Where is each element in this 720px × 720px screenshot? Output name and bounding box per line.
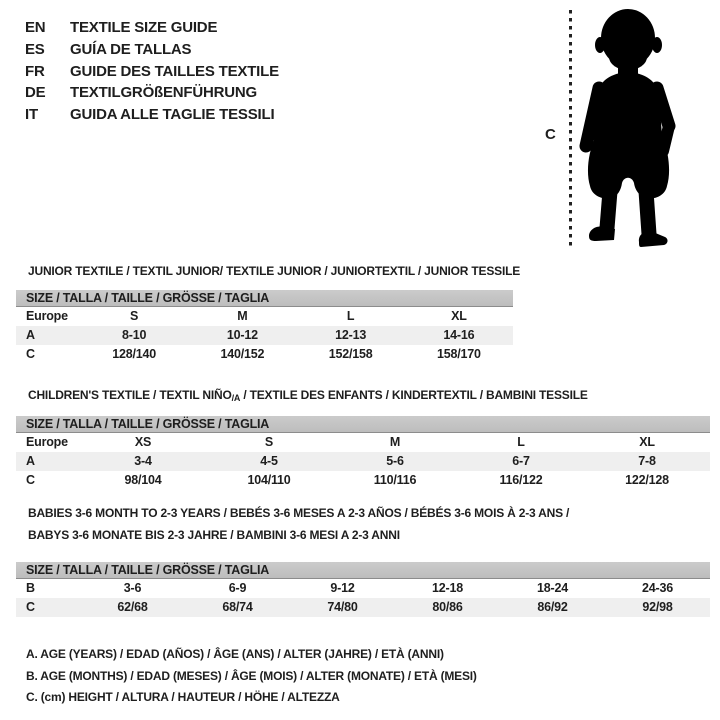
cell: 8-10 bbox=[122, 328, 147, 342]
cell: M bbox=[237, 309, 248, 323]
language-code: DE bbox=[25, 84, 46, 102]
language-row-en bbox=[25, 17, 279, 39]
size-header-band: SIZE / TALLA / TAILLE / GRÖSSE / TAGLIA bbox=[16, 416, 710, 433]
table-row bbox=[16, 579, 710, 598]
cell: 122/128 bbox=[625, 473, 669, 487]
row-label: C bbox=[26, 473, 35, 487]
height-measure-line bbox=[569, 10, 572, 250]
cell: 158/170 bbox=[436, 347, 481, 361]
language-row-de bbox=[25, 82, 279, 104]
language-label: TEXTILE SIZE GUIDE bbox=[70, 19, 218, 36]
language-label: TEXTILGRÖßENFÜHRUNG bbox=[70, 84, 258, 102]
language-code: FR bbox=[25, 62, 45, 80]
cell: 128/140 bbox=[112, 347, 157, 361]
junior-section-title: JUNIOR TEXTILE / TEXTIL JUNIOR/ TEXTILE JUNIOR / JUNIORTEXTIL / JUNIOR TESSILE bbox=[28, 264, 521, 278]
babies-title-line2: BABYS 3-6 MONATE BIS 2-3 JAHRE / BAMBINI 3-6 MESI A 2-3 ANNI bbox=[28, 527, 400, 542]
cell: 152/158 bbox=[328, 347, 373, 361]
cell: S bbox=[130, 309, 139, 323]
cell: 116/122 bbox=[499, 473, 543, 487]
language-code: EN bbox=[25, 19, 46, 36]
cell: 5-6 bbox=[386, 454, 404, 468]
cell: XS bbox=[134, 435, 152, 449]
cell: 86/92 bbox=[537, 600, 568, 614]
cell: 98/104 bbox=[124, 473, 162, 487]
children-title-sub: /A bbox=[231, 393, 241, 403]
toddler-silhouette-icon bbox=[576, 8, 688, 248]
cell: 80/86 bbox=[432, 600, 463, 614]
cell: 18-24 bbox=[537, 581, 568, 595]
babies-size-table bbox=[16, 562, 710, 617]
table-row bbox=[16, 326, 513, 345]
cell: 24-36 bbox=[642, 581, 673, 595]
language-label: GUIDA ALLE TAGLIE TESSILI bbox=[70, 106, 275, 123]
cell: 9-12 bbox=[330, 581, 355, 595]
table-row bbox=[16, 307, 513, 326]
language-code: IT bbox=[25, 106, 38, 123]
cell: 6-9 bbox=[228, 581, 247, 595]
cell: 10-12 bbox=[226, 328, 258, 342]
cell: XL bbox=[451, 309, 467, 323]
language-row-fr bbox=[25, 61, 279, 83]
cell: 12-13 bbox=[335, 328, 367, 342]
babies-title-line1: BABIES 3-6 MONTH TO 2-3 YEARS / BEBÉS 3-6 MESES A 2-3 AÑOS / BÉBÉS 3-6 MOIS À 2-3 ANS / bbox=[28, 506, 570, 520]
cell: L bbox=[346, 309, 355, 323]
note-c: C. (cm) HEIGHT / ALTURA / HAUTEUR / HÖHE / ALTEZZA bbox=[26, 690, 340, 705]
row-label: C bbox=[26, 600, 35, 614]
note-a: A. AGE (YEARS) / EDAD (AÑOS) / ÂGE (ANS) / ALTER (JAHRE) / ETÀ (ANNI) bbox=[26, 647, 444, 661]
size-header-band: SIZE / TALLA / TAILLE / GRÖSSE / TAGLIA bbox=[16, 290, 513, 307]
table-row bbox=[16, 452, 710, 471]
table-row bbox=[16, 598, 710, 617]
size-header-band: SIZE / TALLA / TAILLE / GRÖSSE / TAGLIA bbox=[16, 562, 710, 579]
language-row-es bbox=[25, 39, 279, 61]
row-label: A bbox=[26, 328, 35, 342]
children-section-title bbox=[28, 385, 588, 410]
language-label: GUIDE DES TAILLES TEXTILE bbox=[70, 62, 279, 80]
row-label: C bbox=[26, 347, 35, 361]
cell: XL bbox=[639, 435, 655, 449]
cell: 140/152 bbox=[220, 347, 265, 361]
row-label: B bbox=[26, 581, 35, 595]
cell: 3-4 bbox=[134, 454, 152, 468]
table-row bbox=[16, 471, 710, 490]
cell: M bbox=[389, 435, 401, 449]
cell: 12-18 bbox=[432, 581, 463, 595]
cell: L bbox=[517, 435, 525, 449]
cell: 74/80 bbox=[327, 600, 358, 614]
cell: 68/74 bbox=[222, 600, 253, 614]
cell: S bbox=[264, 435, 274, 449]
children-title-prefix: CHILDREN'S TEXTILE / TEXTIL NIÑO bbox=[28, 388, 232, 402]
language-legend bbox=[25, 17, 279, 126]
language-code: ES bbox=[25, 40, 45, 58]
children-size-table bbox=[16, 416, 710, 490]
cell: 110/116 bbox=[373, 473, 417, 487]
cell: 14-16 bbox=[443, 328, 475, 342]
cell: 3-6 bbox=[123, 581, 142, 595]
junior-size-table bbox=[16, 290, 513, 364]
note-b: B. AGE (MONTHS) / EDAD (MESES) / ÂGE (MOIS) / ALTER (MONATE) / ETÀ (MESI) bbox=[26, 668, 477, 683]
cell: 104/110 bbox=[247, 473, 291, 487]
table-row bbox=[16, 345, 513, 364]
row-label: Europe bbox=[26, 435, 68, 449]
language-label: GUÍA DE TALLAS bbox=[70, 40, 192, 58]
cell: 7-8 bbox=[638, 454, 656, 468]
cell: 62/68 bbox=[117, 600, 148, 614]
cell: 4-5 bbox=[260, 454, 278, 468]
language-row-it bbox=[25, 104, 279, 126]
height-measure-label: C bbox=[545, 126, 556, 143]
children-title-suffix: / TEXTILE DES ENFANTS / KINDERTEXTIL / BAMBINI TESSILE bbox=[240, 388, 588, 402]
row-label: Europe bbox=[26, 309, 68, 323]
cell: 6-7 bbox=[512, 454, 530, 468]
table-row bbox=[16, 433, 710, 452]
legend-notes bbox=[26, 644, 477, 709]
row-label: A bbox=[26, 454, 35, 468]
babies-section-title bbox=[28, 503, 569, 546]
cell: 92/98 bbox=[642, 600, 673, 614]
